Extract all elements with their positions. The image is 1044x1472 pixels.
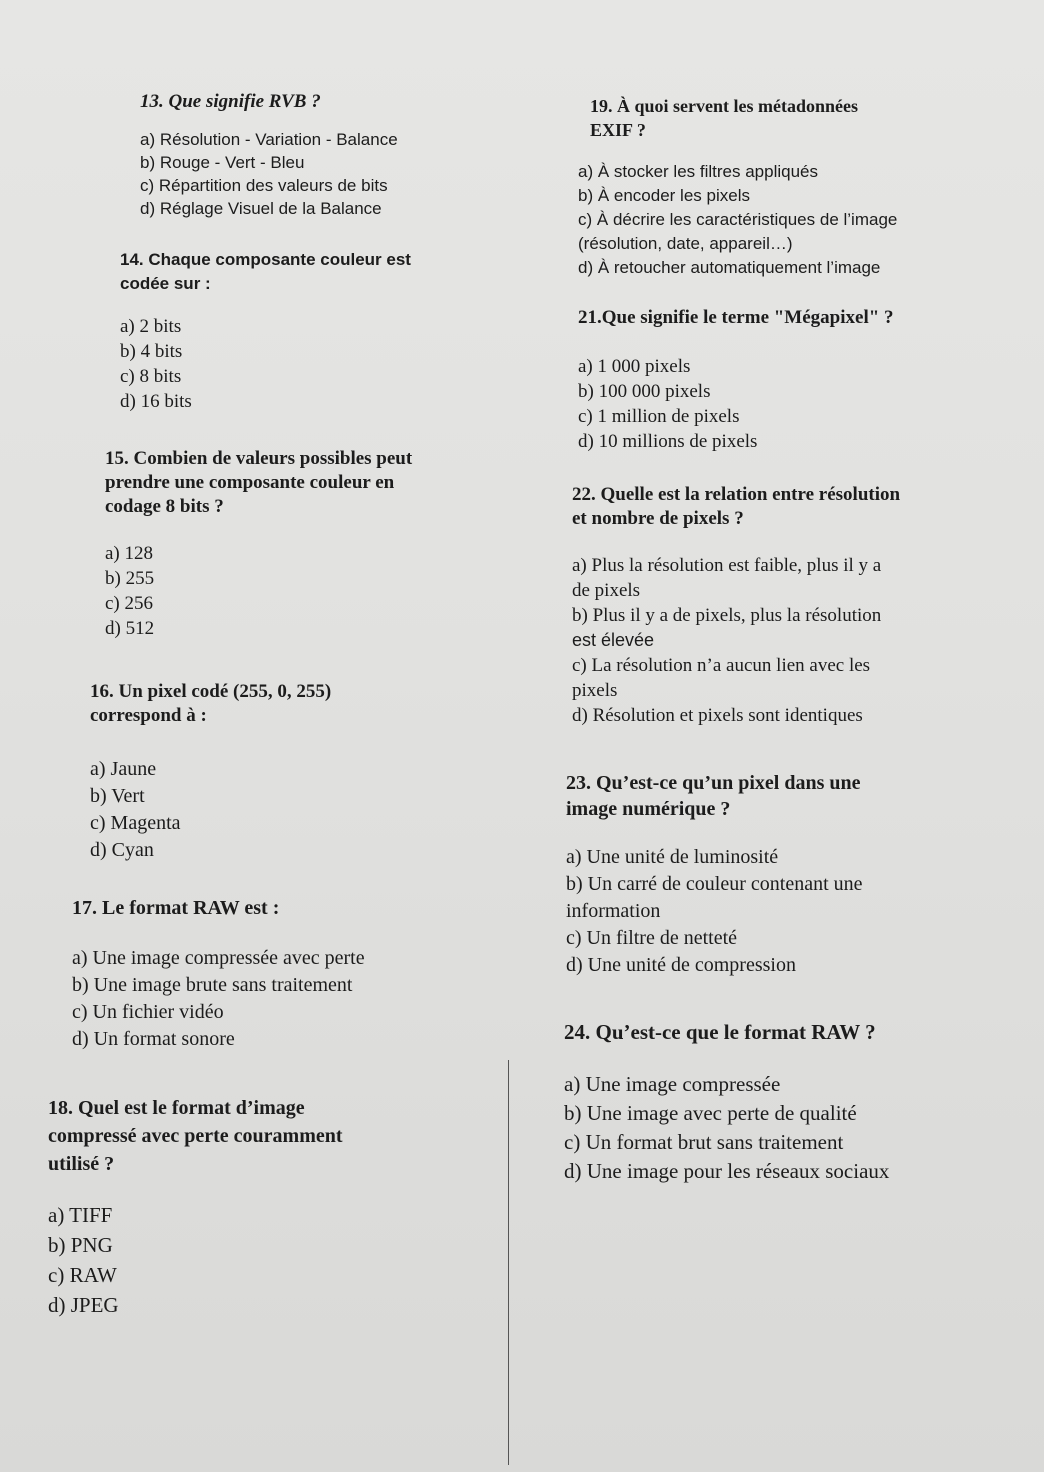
option-a: a) 128 [105,543,154,564]
option-d: d) Cyan [90,839,154,861]
question-title-line-2: codée sur : [120,274,211,293]
option-c: c) Un fichier vidéo [72,1001,224,1023]
question-title-line-1: 22. Quelle est la relation entre résolution [572,484,901,505]
question-17 [72,896,365,1053]
question-title-line-2: prendre une composante couleur en [105,472,395,493]
option-c: c) 256 [105,593,154,614]
option-d: d) Une unité de compression [566,954,796,976]
option-b: b) Vert [90,785,145,807]
question-19 [590,94,858,142]
option-b: b) Un carré de couleur contenant une [566,873,863,895]
option-b: b) Rouge - Vert - Bleu [140,153,305,172]
option-d: d) Résolution et pixels sont identiques [572,705,863,726]
option-a: a) Jaune [90,758,157,780]
option-a-continued: de pixels [572,580,641,601]
option-a: a) Une image compressée avec perte [72,947,365,969]
question-title-line-3: codage 8 bits ? [105,496,224,517]
question-19-options [578,160,897,280]
option-c: c) 8 bits [120,366,182,387]
question-24 [564,1020,889,1186]
question-18 [48,1094,343,1320]
option-c: c) Magenta [90,812,181,834]
option-b: b) Plus il y a de pixels, plus la résolution [572,605,882,626]
question-21 [578,306,894,454]
option-a: a) À stocker les filtres appliqués [578,162,818,181]
question-title-line-2: image numérique ? [566,798,731,820]
question-title: 24. Qu’est-ce que le format RAW ? [564,1020,876,1044]
pen-line [508,1060,509,1465]
question-title: 21.Que signifie le terme "Mégapixel" ? [578,307,894,328]
option-b: b) 100 000 pixels [578,381,711,402]
option-b: b) À encoder les pixels [578,186,750,205]
option-d: d) 16 bits [120,391,192,412]
question-title: 13. Que signifie RVB ? [140,91,321,112]
option-b: b) Une image brute sans traitement [72,974,353,996]
question-13 [140,90,398,220]
option-c-continued: pixels [572,680,618,701]
option-c-continued: (résolution, date, appareil…) [578,234,793,253]
question-title-line-2: EXIF ? [590,120,646,140]
question-title-line-1: 19. À quoi servent les métadonnées [590,96,858,116]
option-c: c) 1 million de pixels [578,406,740,427]
option-d: d) 512 [105,618,155,639]
option-a: a) 2 bits [120,316,182,337]
option-a: a) 1 000 pixels [578,356,691,377]
question-16 [90,680,331,864]
question-title-line-3: utilisé ? [48,1153,115,1175]
option-a: a) Résolution - Variation - Balance [140,130,398,149]
question-23 [566,770,863,979]
option-b: b) PNG [48,1233,113,1257]
question-title-line-2: correspond à : [90,705,207,726]
question-title-line-2: compressé avec perte couramment [48,1125,343,1147]
question-22 [572,483,900,728]
question-title-line-2: et nombre de pixels ? [572,508,744,529]
option-b: b) Une image avec perte de qualité [564,1101,857,1125]
question-title-line-1: 15. Combien de valeurs possibles peut [105,448,413,469]
option-c: c) Un filtre de netteté [566,927,738,949]
option-d: d) À retoucher automatiquement l’image [578,258,881,277]
question-title-line-1: 23. Qu’est-ce qu’un pixel dans une [566,772,861,794]
option-d: d) JPEG [48,1293,119,1317]
option-c: c) Répartition des valeurs de bits [140,176,388,195]
option-c: c) RAW [48,1263,117,1287]
question-title-line-1: 16. Un pixel codé (255, 0, 255) [90,681,332,702]
option-b-continued: information [566,900,661,922]
option-b: b) 4 bits [120,341,183,362]
option-d: d) Réglage Visuel de la Balance [140,199,382,218]
option-c: c) Un format brut sans traitement [564,1130,844,1154]
option-d: d) Un format sonore [72,1028,235,1050]
question-14 [120,248,411,414]
option-a: a) Plus la résolution est faible, plus il y a [572,555,882,576]
option-a: a) Une unité de luminosité [566,846,779,868]
question-title: 17. Le format RAW est : [72,897,280,919]
option-a: a) TIFF [48,1203,113,1227]
option-c: c) La résolution n’a aucun lien avec les [572,655,871,676]
option-d: d) 10 millions de pixels [578,431,758,452]
option-b: b) 255 [105,568,155,589]
option-d: d) Une image pour les réseaux sociaux [564,1159,890,1183]
question-15 [105,447,412,641]
option-a: a) Une image compressée [564,1072,781,1096]
question-title-line-1: 18. Quel est le format d’image [48,1097,305,1119]
question-title-line-1: 14. Chaque composante couleur est [120,250,411,269]
option-b-continued: est élevée [572,630,655,650]
option-c: c) À décrire les caractéristiques de l’image [578,210,898,229]
